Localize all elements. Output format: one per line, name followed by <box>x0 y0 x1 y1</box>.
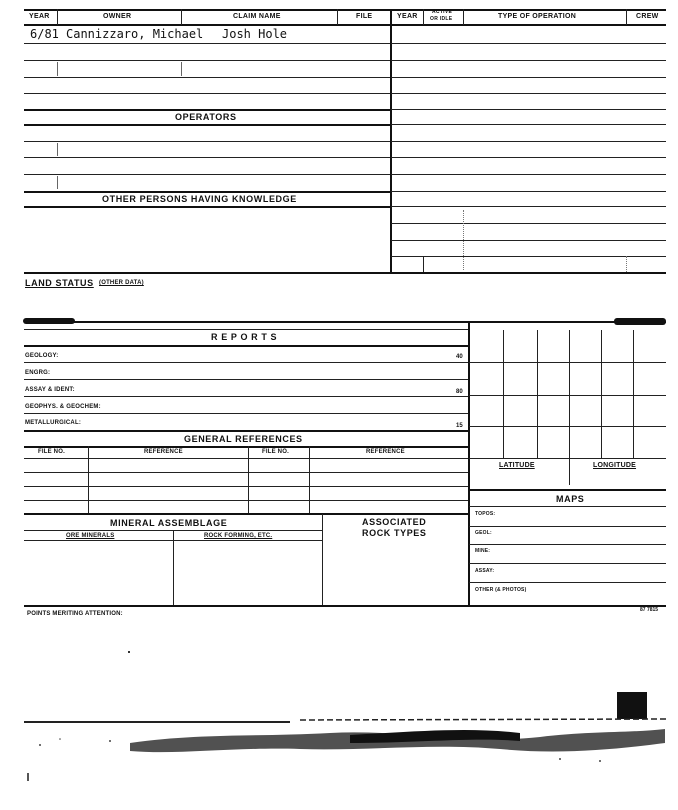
maps-mine: MINE: <box>475 548 491 554</box>
entry-year: 6/81 <box>30 27 59 41</box>
report-metallurgical: METALLURGICAL: <box>25 420 82 426</box>
maps-other: OTHER (& PHOTOS) <box>475 587 527 593</box>
rock-forming-header: ROCK FORMING, ETC. <box>204 533 273 539</box>
maps-assay: ASSAY: <box>475 568 495 574</box>
form-number: 87 7815 <box>640 607 659 613</box>
header-file: FILE <box>356 13 373 20</box>
general-references-title: GENERAL REFERENCES <box>184 434 303 444</box>
maps-topos: TOPOS: <box>475 511 496 517</box>
maps-geol: GEOL: <box>475 530 492 536</box>
latitude-label: LATITUDE <box>499 462 535 469</box>
report-geophys: GEOPHYS. & GEOCHEM: <box>25 404 101 410</box>
header-crew: CREW <box>636 13 659 20</box>
header-year-2: YEAR <box>397 13 418 20</box>
longitude-label: LONGITUDE <box>593 462 637 469</box>
header-active-line2: OR IDLE <box>430 16 453 22</box>
scan-artifact-dot <box>128 651 130 653</box>
scan-artifact-smudge <box>0 715 678 775</box>
ore-minerals-header: ORE MINERALS <box>66 533 115 539</box>
associated-rock-types-line1: ASSOCIATED <box>362 517 427 527</box>
other-persons-title: OTHER PERSONS HAVING KNOWLEDGE <box>102 194 297 204</box>
report-assay-code: 80 <box>456 389 463 395</box>
maps-title: MAPS <box>556 494 585 504</box>
ref-header-file-no-1: FILE NO. <box>38 449 65 455</box>
ref-header-file-no-2: FILE NO. <box>262 449 289 455</box>
report-assay: ASSAY & IDENT: <box>25 387 75 393</box>
associated-rock-types-line2: ROCK TYPES <box>362 528 427 538</box>
report-geology: GEOLOGY: <box>25 353 59 359</box>
land-status-subtitle: (OTHER DATA) <box>99 280 144 286</box>
entry-owner: Cannizzaro, Michael <box>66 27 204 41</box>
reports-title: R E P O R T S <box>211 332 278 342</box>
report-engrg: ENGRG: <box>25 370 51 376</box>
report-metallurgical-code: 15 <box>456 423 463 429</box>
header-claim-name: CLAIM NAME <box>233 13 281 20</box>
points-meriting-attention: POINTS MERITING ATTENTION: <box>27 611 123 617</box>
header-owner: OWNER <box>103 13 132 20</box>
header-active-line1: ACTIVE <box>432 9 453 15</box>
operators-title: OPERATORS <box>175 112 237 122</box>
ref-header-reference-2: REFERENCE <box>366 449 405 455</box>
mineral-assemblage-title: MINERAL ASSEMBLAGE <box>110 518 228 528</box>
header-type-of-operation: TYPE OF OPERATION <box>498 13 577 20</box>
header-year: YEAR <box>29 13 50 20</box>
report-geology-code: 40 <box>456 354 463 360</box>
land-status-title: LAND STATUS <box>25 278 94 288</box>
entry-claim-name: Josh Hole <box>222 27 288 41</box>
scan-artifact-dot-2 <box>27 773 29 781</box>
ref-header-reference-1: REFERENCE <box>144 449 183 455</box>
